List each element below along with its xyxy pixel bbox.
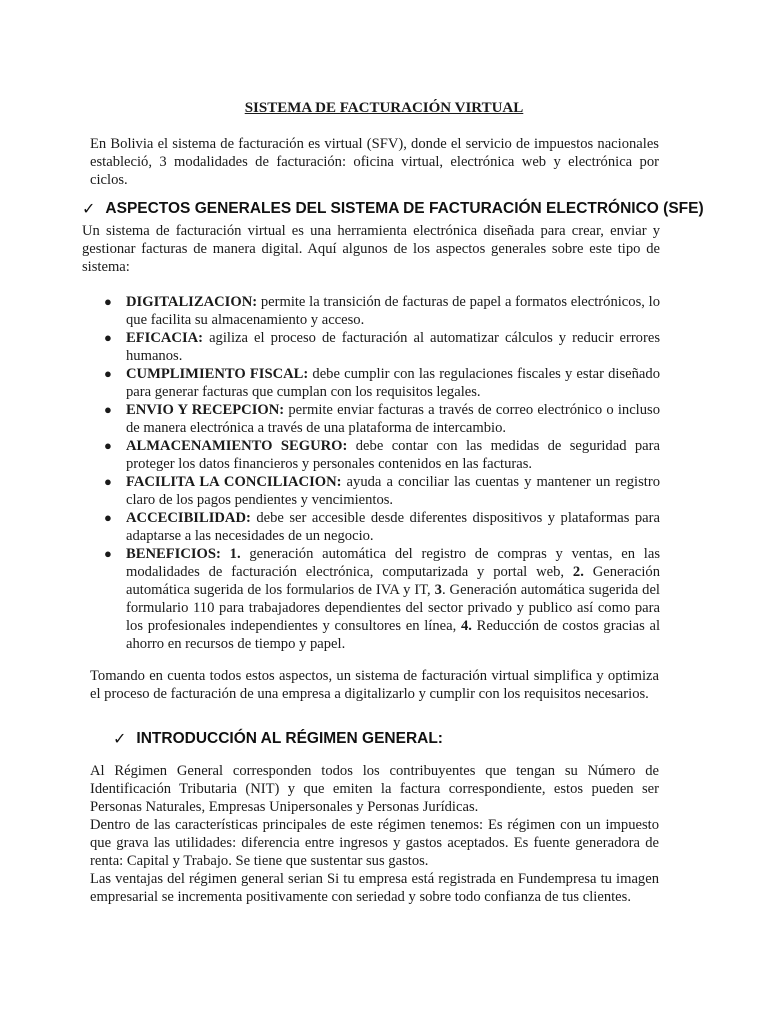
bullet-term: CUMPLIMIENTO FISCAL:: [126, 366, 309, 382]
bullet-term: DIGITALIZACION:: [126, 294, 258, 310]
list-item: [100, 509, 660, 545]
bullet-icon: ●: [104, 366, 112, 381]
section-heading-sfe: [82, 200, 704, 218]
regimen-line: Al Régimen General corresponden todos los contribuyentes que tengan su Número de Identificación Tributaria (NIT) y que emiten la factura correspondiente, estos pueden ser Personas Naturales, Empresas Unipersonales y Personas Jurídicas.: [90, 763, 659, 815]
checkmark-icon: ✓: [82, 199, 96, 218]
bullet-text: agiliza el proceso de facturación al automatizar cálculos y reducir errores humanos.: [126, 330, 660, 364]
bullet-text: debe cumplir con las regulaciones fiscales y estar diseñado para generar facturas que cumplan con los requisitos legales.: [126, 366, 660, 400]
bullet-text: debe ser accesible desde diferentes dispositivos y plataformas para adaptarse a las necesidades de un negocio.: [126, 510, 660, 544]
bullet-term: FACILITA LA CONCILIACION:: [126, 474, 342, 490]
list-item: [100, 293, 660, 329]
section-heading-text: ASPECTOS GENERALES DEL SISTEMA DE FACTURACIÓN ELECTRÓNICO (SFE): [105, 200, 704, 217]
bullet-text: debe contar con las medidas de seguridad para proteger los datos financieros y personales contenidos en las facturas.: [126, 438, 660, 472]
aspects-list: [100, 293, 660, 653]
bullet-icon: ●: [104, 546, 112, 561]
benefit-text: Generación automática sugerida de los formularios de IVA y IT,: [126, 564, 660, 598]
regimen-paragraph: [90, 762, 659, 906]
section-heading-text: INTRODUCCIÓN AL RÉGIMEN GENERAL:: [136, 730, 443, 747]
benefit-text: . Generación automática sugerida del formulario 110 para trabajadores dependientes del sector privado y publico así como para los profesionales independientes y consultores en línea,: [126, 582, 660, 634]
bullet-icon: ●: [104, 330, 112, 345]
bullet-term: ENVIO Y RECEPCION:: [126, 402, 285, 418]
bullet-text: permite la transición de facturas de papel a formatos electrónicos, lo que facilita su almacenamiento y acceso.: [126, 294, 660, 328]
benefit-number: 4.: [460, 618, 472, 634]
list-item: [100, 365, 660, 401]
checkmark-icon: ✓: [113, 729, 127, 748]
bullet-term: ACCECIBILIDAD:: [126, 510, 251, 526]
conclusion-paragraph: Tomando en cuenta todos estos aspectos, un sistema de facturación virtual simplifica y optimiza el proceso de facturación de una empresa a digitalizarlo y cumplir con los requisitos necesarios.: [90, 668, 659, 702]
bullet-icon: ●: [104, 510, 112, 525]
bullet-term: BENEFICIOS:: [126, 546, 221, 562]
list-item: [100, 473, 660, 509]
bullet-icon: ●: [104, 438, 112, 453]
list-item: [100, 329, 660, 365]
bullet-icon: ●: [104, 402, 112, 417]
list-item: [100, 437, 660, 473]
list-item: [100, 401, 660, 437]
benefit-text: Reducción de costos gracias al ahorro en recursos de tiempo y papel.: [126, 618, 660, 652]
bullet-term: ALMACENAMIENTO SEGURO:: [126, 438, 348, 454]
intro-paragraph: En Bolivia el sistema de facturación es virtual (SFV), donde el servicio de impuestos nacionales estableció, 3 modalidades de facturación: oficina virtual, electrónica web y electrónica por ciclos.: [90, 136, 659, 188]
benefit-number: 1.: [229, 546, 241, 562]
bullet-icon: ●: [104, 294, 112, 309]
document-title: SISTEMA DE FACTURACIÓN VIRTUAL: [244, 100, 524, 116]
benefit-text: generación automática del registro de compras y ventas, en las modalidades de facturación electrónica, computarizada y portal web,: [126, 546, 660, 580]
benefit-number: 3: [434, 582, 442, 598]
bullet-icon: ●: [104, 474, 112, 489]
benefit-number: 2.: [572, 564, 584, 580]
bullet-term: EFICACIA:: [126, 330, 204, 346]
section-heading-regimen: [113, 730, 443, 748]
regimen-line: Dentro de las características principales de este régimen tenemos: Es régimen con un impuesto que grava las utilidades: diferencia entre ingresos y gastos aceptados. Es fuente generadora de renta: Capital y Trabajo. Se tiene que sustentar sus gastos.: [90, 817, 659, 869]
regimen-line: Las ventajas del régimen general serian Si tu empresa está registrada en Fundempresa tu imagen empresarial se incrementa positivamente con seriedad y sobre todo confianza de tus clientes.: [90, 871, 659, 905]
sfe-paragraph: Un sistema de facturación virtual es una herramienta electrónica diseñada para crear, enviar y gestionar facturas de manera digital. Aquí algunos de los aspectos generales sobre este tipo de sistema:: [82, 223, 660, 275]
list-item-beneficios: [100, 545, 660, 653]
bullet-text: ayuda a conciliar las cuentas y mantener un registro claro de los pagos pendientes y vencimientos.: [126, 474, 660, 508]
bullet-text: permite enviar facturas a través de correo electrónico o incluso de manera electrónica a través de una plataforma de intercambio.: [126, 402, 660, 436]
